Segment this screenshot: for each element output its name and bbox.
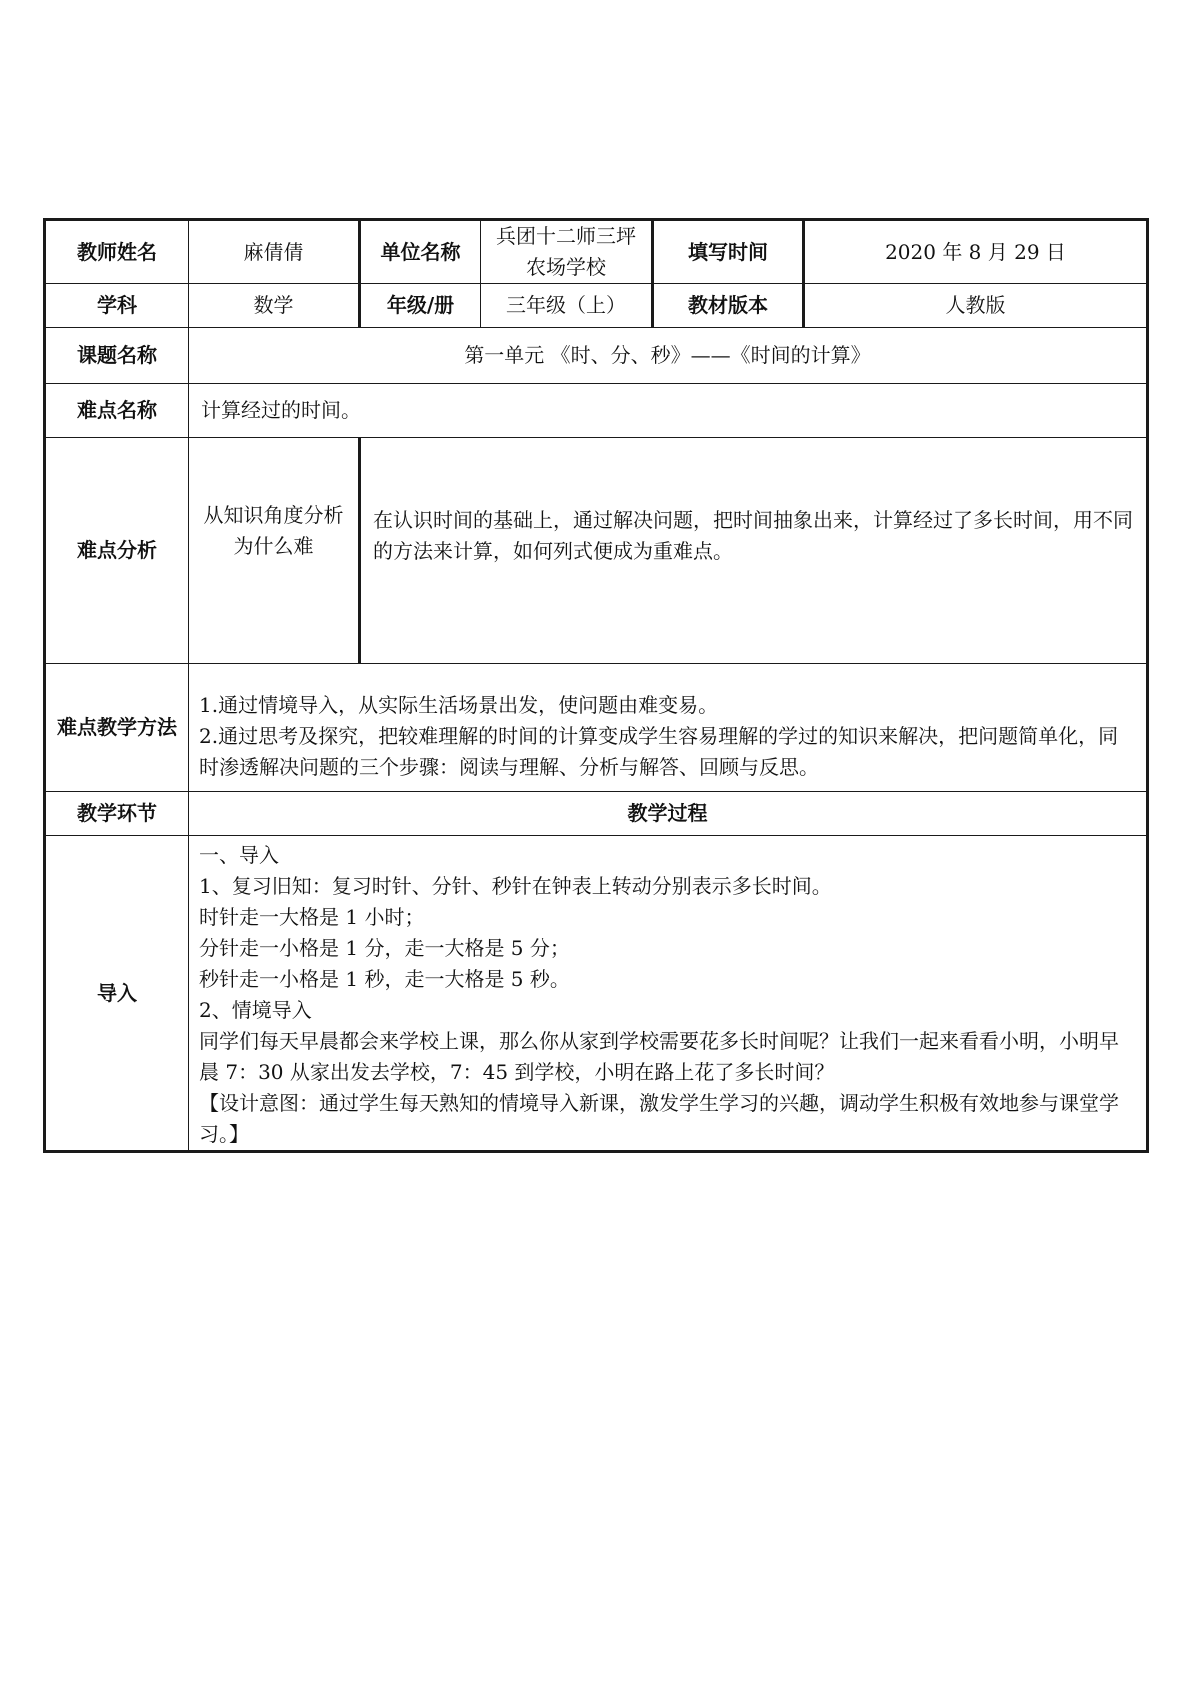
analysis-text: 在认识时间的基础上，通过解决问题，把时间抽象出来，计算经过了多长时间，用不同的方法来计算，如何列式便成为重难点。 <box>360 438 1148 664</box>
stage-header: 教学环节 <box>45 792 189 836</box>
row-intro <box>45 836 1148 1152</box>
intro-line-6: 2、情境导入 <box>199 998 312 1022</box>
teacher-name-value: 麻倩倩 <box>189 220 360 284</box>
intro-line-7: 同学们每天早晨都会来学校上课，那么你从家到学校需要花多长时间呢？让我们一起来看看小明，小明早晨 7：30 从家出发去学校，7：45 到学校，小明在路上花了多长时间？ <box>199 1029 1119 1084</box>
row-teacher-info <box>45 220 1148 284</box>
method-text <box>189 664 1148 792</box>
method-item-1: 1.通过情境导入，从实际生活场景出发，使问题由难变易。 <box>199 693 719 717</box>
fill-date-value: 2020 年 8 月 29 日 <box>804 220 1148 284</box>
teacher-name-label: 教师姓名 <box>45 220 189 284</box>
subject-label: 学科 <box>45 284 189 328</box>
intro-line-5: 秒针走一小格是 1 秒，走一大格是 5 秒。 <box>199 967 570 991</box>
intro-line-1: 一、导入 <box>199 843 279 867</box>
row-analysis <box>45 438 1148 664</box>
difficulty-value: 计算经过的时间。 <box>189 384 1148 438</box>
lesson-plan-table <box>43 218 1149 1153</box>
analysis-sub-label-line2: 为什么难 <box>233 533 314 558</box>
edition-label: 教材版本 <box>653 284 804 328</box>
row-subject-info <box>45 284 1148 328</box>
intro-line-3: 时针走一大格是 1 小时； <box>199 905 425 929</box>
intro-label: 导入 <box>45 836 189 1152</box>
unit-name-value <box>481 220 653 284</box>
row-difficulty <box>45 384 1148 438</box>
intro-line-2: 1、复习旧知：复习时针、分针、秒针在钟表上转动分别表示多长时间。 <box>199 874 832 898</box>
subject-value: 数学 <box>189 284 360 328</box>
analysis-sub-label-line1: 从知识角度分析 <box>203 502 344 527</box>
topic-value: 第一单元 《时、分、秒》——《时间的计算》 <box>189 328 1148 384</box>
process-header: 教学过程 <box>189 792 1148 836</box>
analysis-sub-label <box>189 438 360 664</box>
unit-name-label: 单位名称 <box>360 220 481 284</box>
intro-line-8: 【设计意图：通过学生每天熟知的情境导入新课，激发学生学习的兴趣，调动学生积极有效地参与课堂学习。】 <box>199 1091 1119 1146</box>
fill-date-label: 填写时间 <box>653 220 804 284</box>
difficulty-label: 难点名称 <box>45 384 189 438</box>
row-method <box>45 664 1148 792</box>
row-topic <box>45 328 1148 384</box>
edition-value: 人教版 <box>804 284 1148 328</box>
row-process-header <box>45 792 1148 836</box>
analysis-label: 难点分析 <box>45 438 189 664</box>
intro-content <box>189 836 1148 1152</box>
unit-name-line1: 兵团十二师三坪 <box>496 224 636 248</box>
method-item-2: 2.通过思考及探究，把较难理解的时间的计算变成学生容易理解的学过的知识来解决，把问题简单化，同时渗透解决问题的三个步骤：阅读与理解、分析与解答、回顾与反思。 <box>199 724 1119 779</box>
grade-value: 三年级（上） <box>481 284 653 328</box>
unit-name-line2: 农场学校 <box>526 255 606 279</box>
method-label: 难点教学方法 <box>45 664 189 792</box>
intro-line-4: 分针走一小格是 1 分，走一大格是 5 分； <box>199 936 570 960</box>
topic-label: 课题名称 <box>45 328 189 384</box>
grade-label: 年级/册 <box>360 284 481 328</box>
